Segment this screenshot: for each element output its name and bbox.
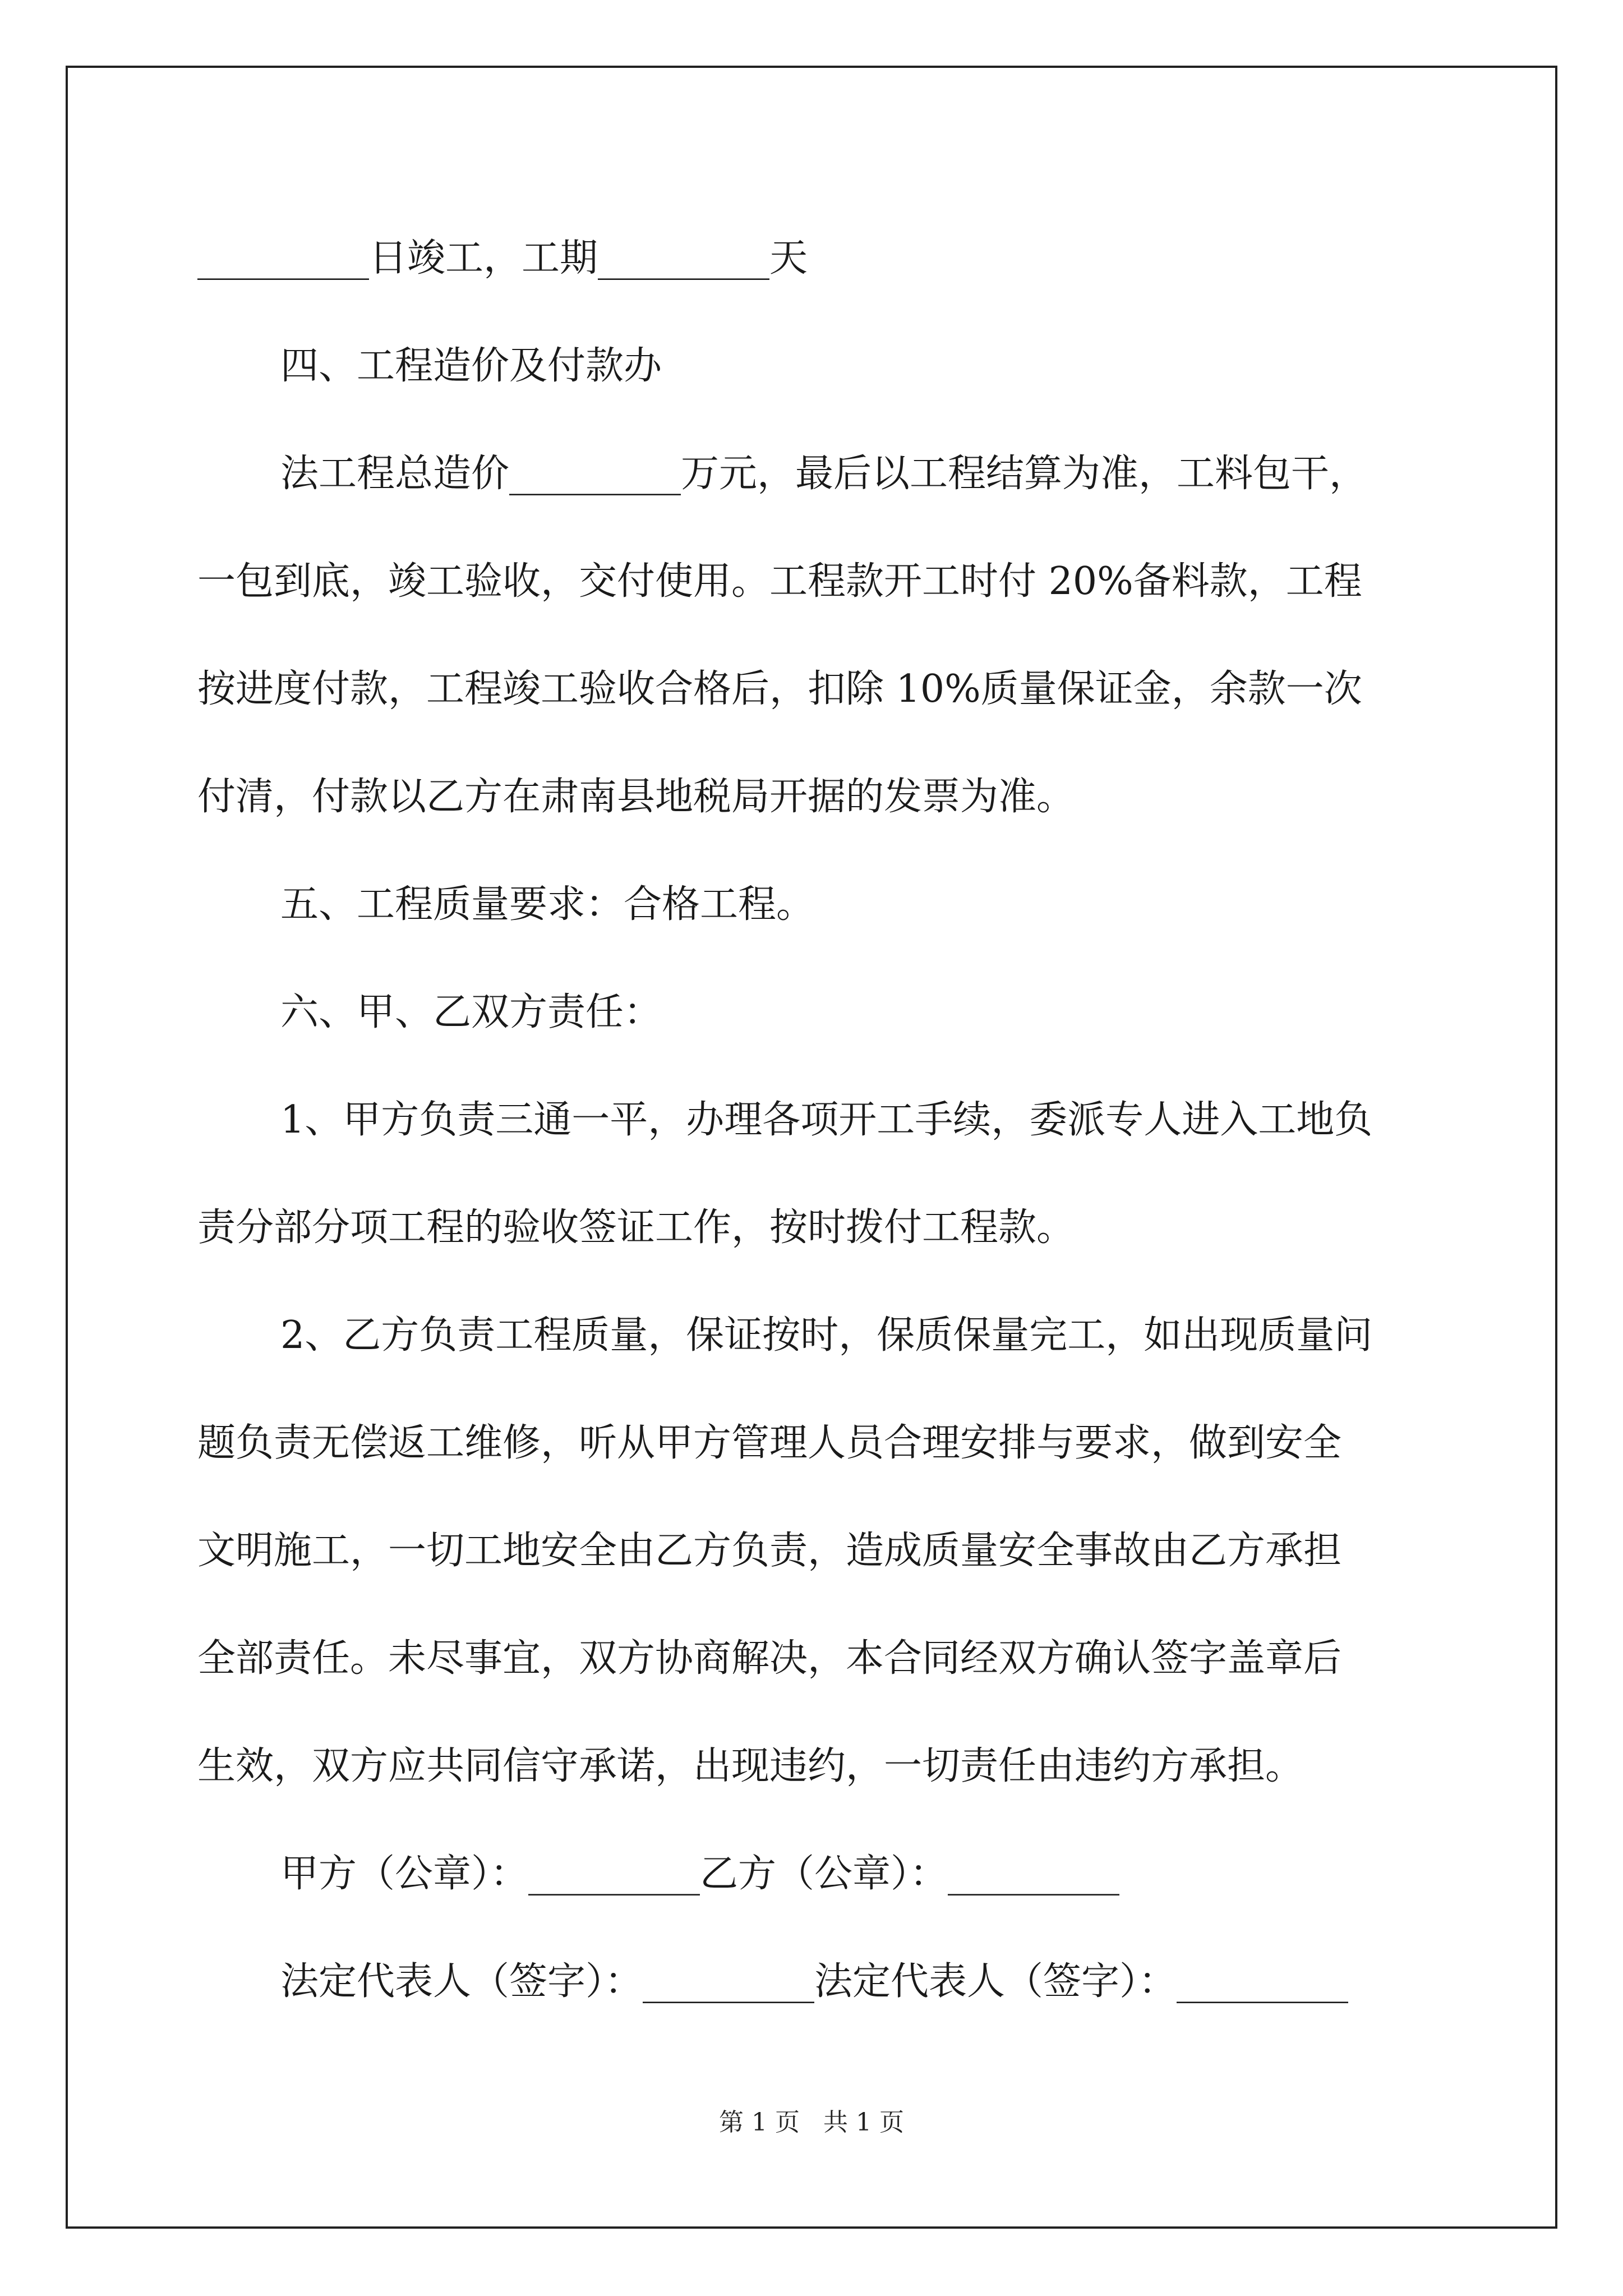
text-line: 付清，付款以乙方在肃南县地税局开据的发票为准。 xyxy=(197,775,1075,819)
text-line-completion-date: _________日竣工，工期_________天 xyxy=(197,236,808,280)
document-body xyxy=(197,205,1431,2036)
text-line: 全部责任。未尽事宜，双方协商解决，本合同经双方确认签字盖章后 xyxy=(197,1636,1342,1681)
clause-1: 1、甲方负责三通一平，办理各项开工手续，委派专人进入工地负 xyxy=(280,1098,1373,1142)
section-heading-4: 四、工程造价及付款办 xyxy=(280,344,662,388)
signature-representative-row: 法定代表人（签字）：_________法定代表人（签字）：_________ xyxy=(280,1959,1349,2004)
page-footer xyxy=(0,2107,1623,2138)
text-line: 责分部分项工程的验收签证工作，按时拨付工程款。 xyxy=(197,1205,1075,1250)
text-line: 文明施工，一切工地安全由乙方负责，造成质量安全事故由乙方承担 xyxy=(197,1529,1342,1573)
text-line: 一包到底，竣工验收，交付使用。工程款开工时付 20%备料款，工程 xyxy=(197,559,1362,604)
text-line: 题负责无偿返工维修，听从甲方管理人员合理安排与要求，做到安全 xyxy=(197,1421,1342,1465)
clause-2: 2、乙方负责工程质量，保证按时，保质保量完工，如出现质量问 xyxy=(280,1313,1373,1358)
page-total: 共 1 页 xyxy=(823,2108,904,2137)
signature-seal-row: 甲方（公章）：_________乙方（公章）：_________ xyxy=(280,1852,1120,1896)
text-line: 按进度付款，工程竣工验收合格后，扣除 10%质量保证金，余款一次 xyxy=(197,667,1362,711)
text-line-total-cost: 法工程总造价_________万元，最后以工程结算为准，工料包干， xyxy=(280,452,1368,496)
text-line: 生效，双方应共同信守承诺，出现违约，一切责任由违约方承担。 xyxy=(197,1744,1304,1788)
section-heading-6: 六、甲、乙双方责任： xyxy=(280,990,662,1034)
page-number: 第 1 页 xyxy=(719,2108,800,2137)
section-heading-5: 五、工程质量要求：合格工程。 xyxy=(280,882,815,927)
